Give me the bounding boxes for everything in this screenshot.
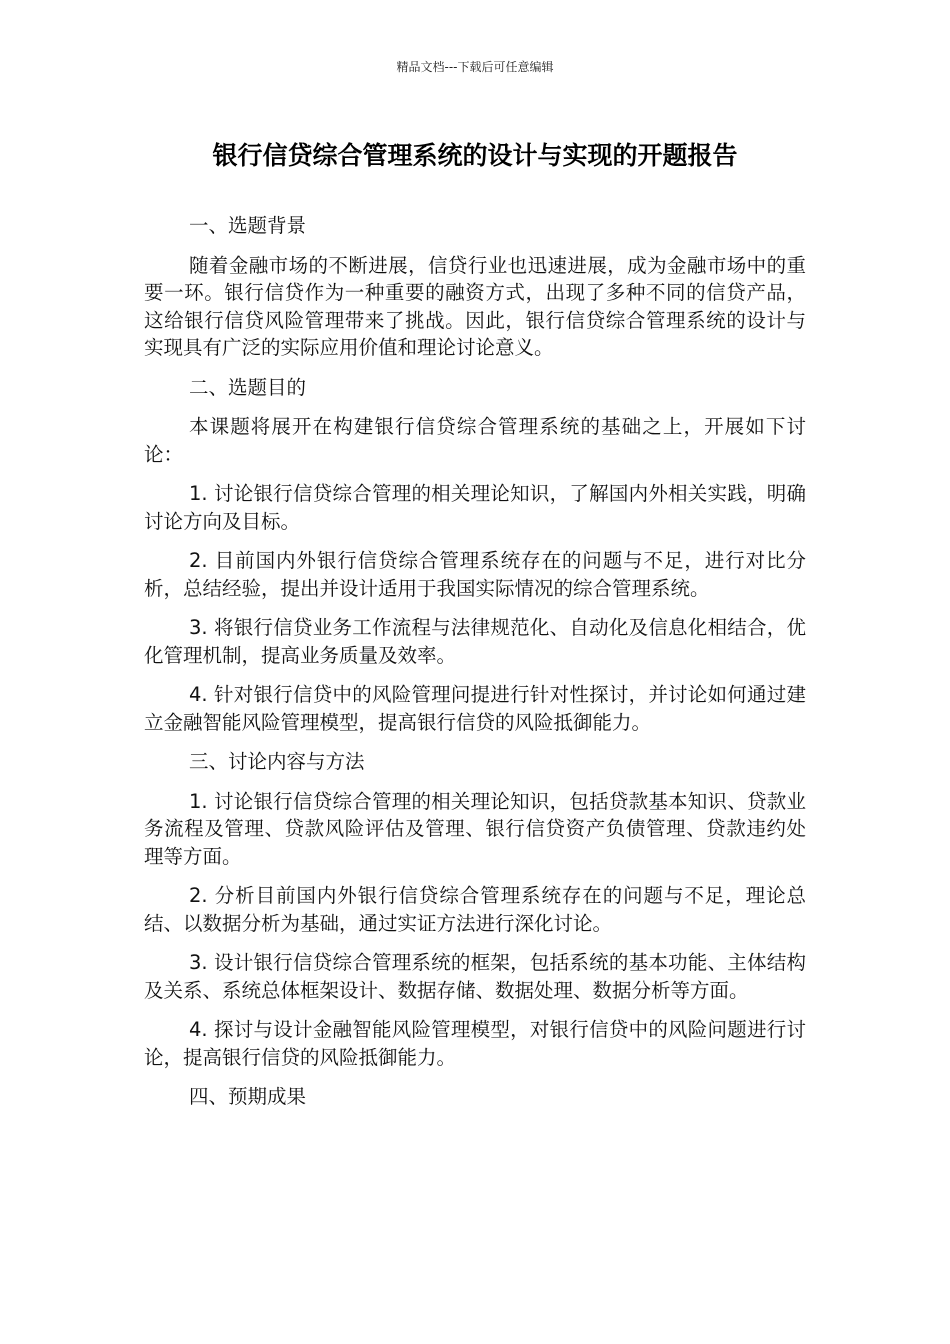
section-heading-content-methods: 三、讨论内容与方法: [189, 750, 365, 773]
content-item-1: 1. 讨论银行信贷综合管理的相关理论知识，包括贷款基本知识、贷款业务流程及管理、贷款风险评估及管理、银行信贷资产负债管理、贷款违约处理等方面。: [144, 789, 806, 868]
content-item-3: 3. 设计银行信贷综合管理系统的框架，包括系统的基本功能、主体结构及关系、系统总体框架设计、数据存储、数据处理、数据分析等方面。: [144, 951, 806, 1002]
purpose-item-1: 1. 讨论银行信贷综合管理的相关理论知识，了解国内外相关实践，明确讨论方向及目标。: [144, 482, 806, 533]
content-item-2: 2. 分析目前国内外银行信贷综合管理系统存在的问题与不足，理论总结、以数据分析为基础，通过实证方法进行深化讨论。: [144, 884, 806, 935]
purpose-item-4: 4. 针对银行信贷中的风险管理问提进行针对性探讨，并讨论如何通过建立金融智能风险管理模型，提高银行信贷的风险抵御能力。: [144, 683, 806, 734]
content-item-4: 4. 探讨与设计金融智能风险管理模型，对银行信贷中的风险问题进行讨论，提高银行信贷的风险抵御能力。: [144, 1018, 806, 1069]
section-heading-expected-results: 四、预期成果: [189, 1085, 307, 1108]
purpose-item-2: 2. 目前国内外银行信贷综合管理系统存在的问题与不足，进行对比分析，总结经验，提出并设计适用于我国实际情况的综合管理系统。: [144, 549, 806, 600]
header-note: 精品文档---下载后可任意编辑: [396, 60, 554, 74]
background-paragraph: 随着金融市场的不断进展，信贷行业也迅速进展，成为金融市场中的重要一环。银行信贷作为一种重要的融资方式，出现了多种不同的信贷产品，这给银行信贷风险管理带来了挑战。因此，银行信贷综合管理系统的设计与实现具有广泛的实际应用价值和理论讨论意义。: [144, 253, 806, 359]
section-heading-background: 一、选题背景: [189, 214, 307, 237]
document-body: [144, 212, 806, 1123]
section-heading-purpose: 二、选题目的: [189, 375, 307, 399]
purpose-item-3: 3. 将银行信贷业务工作流程与法律规范化、自动化及信息化相结合，优化管理机制，提高业务质量及效率。: [144, 616, 806, 667]
document-title: 银行信贷综合管理系统的设计与实现的开题报告: [212, 141, 738, 170]
purpose-paragraph: 本课题将展开在构建银行信贷综合管理系统的基础之上，开展如下讨论：: [144, 415, 806, 466]
